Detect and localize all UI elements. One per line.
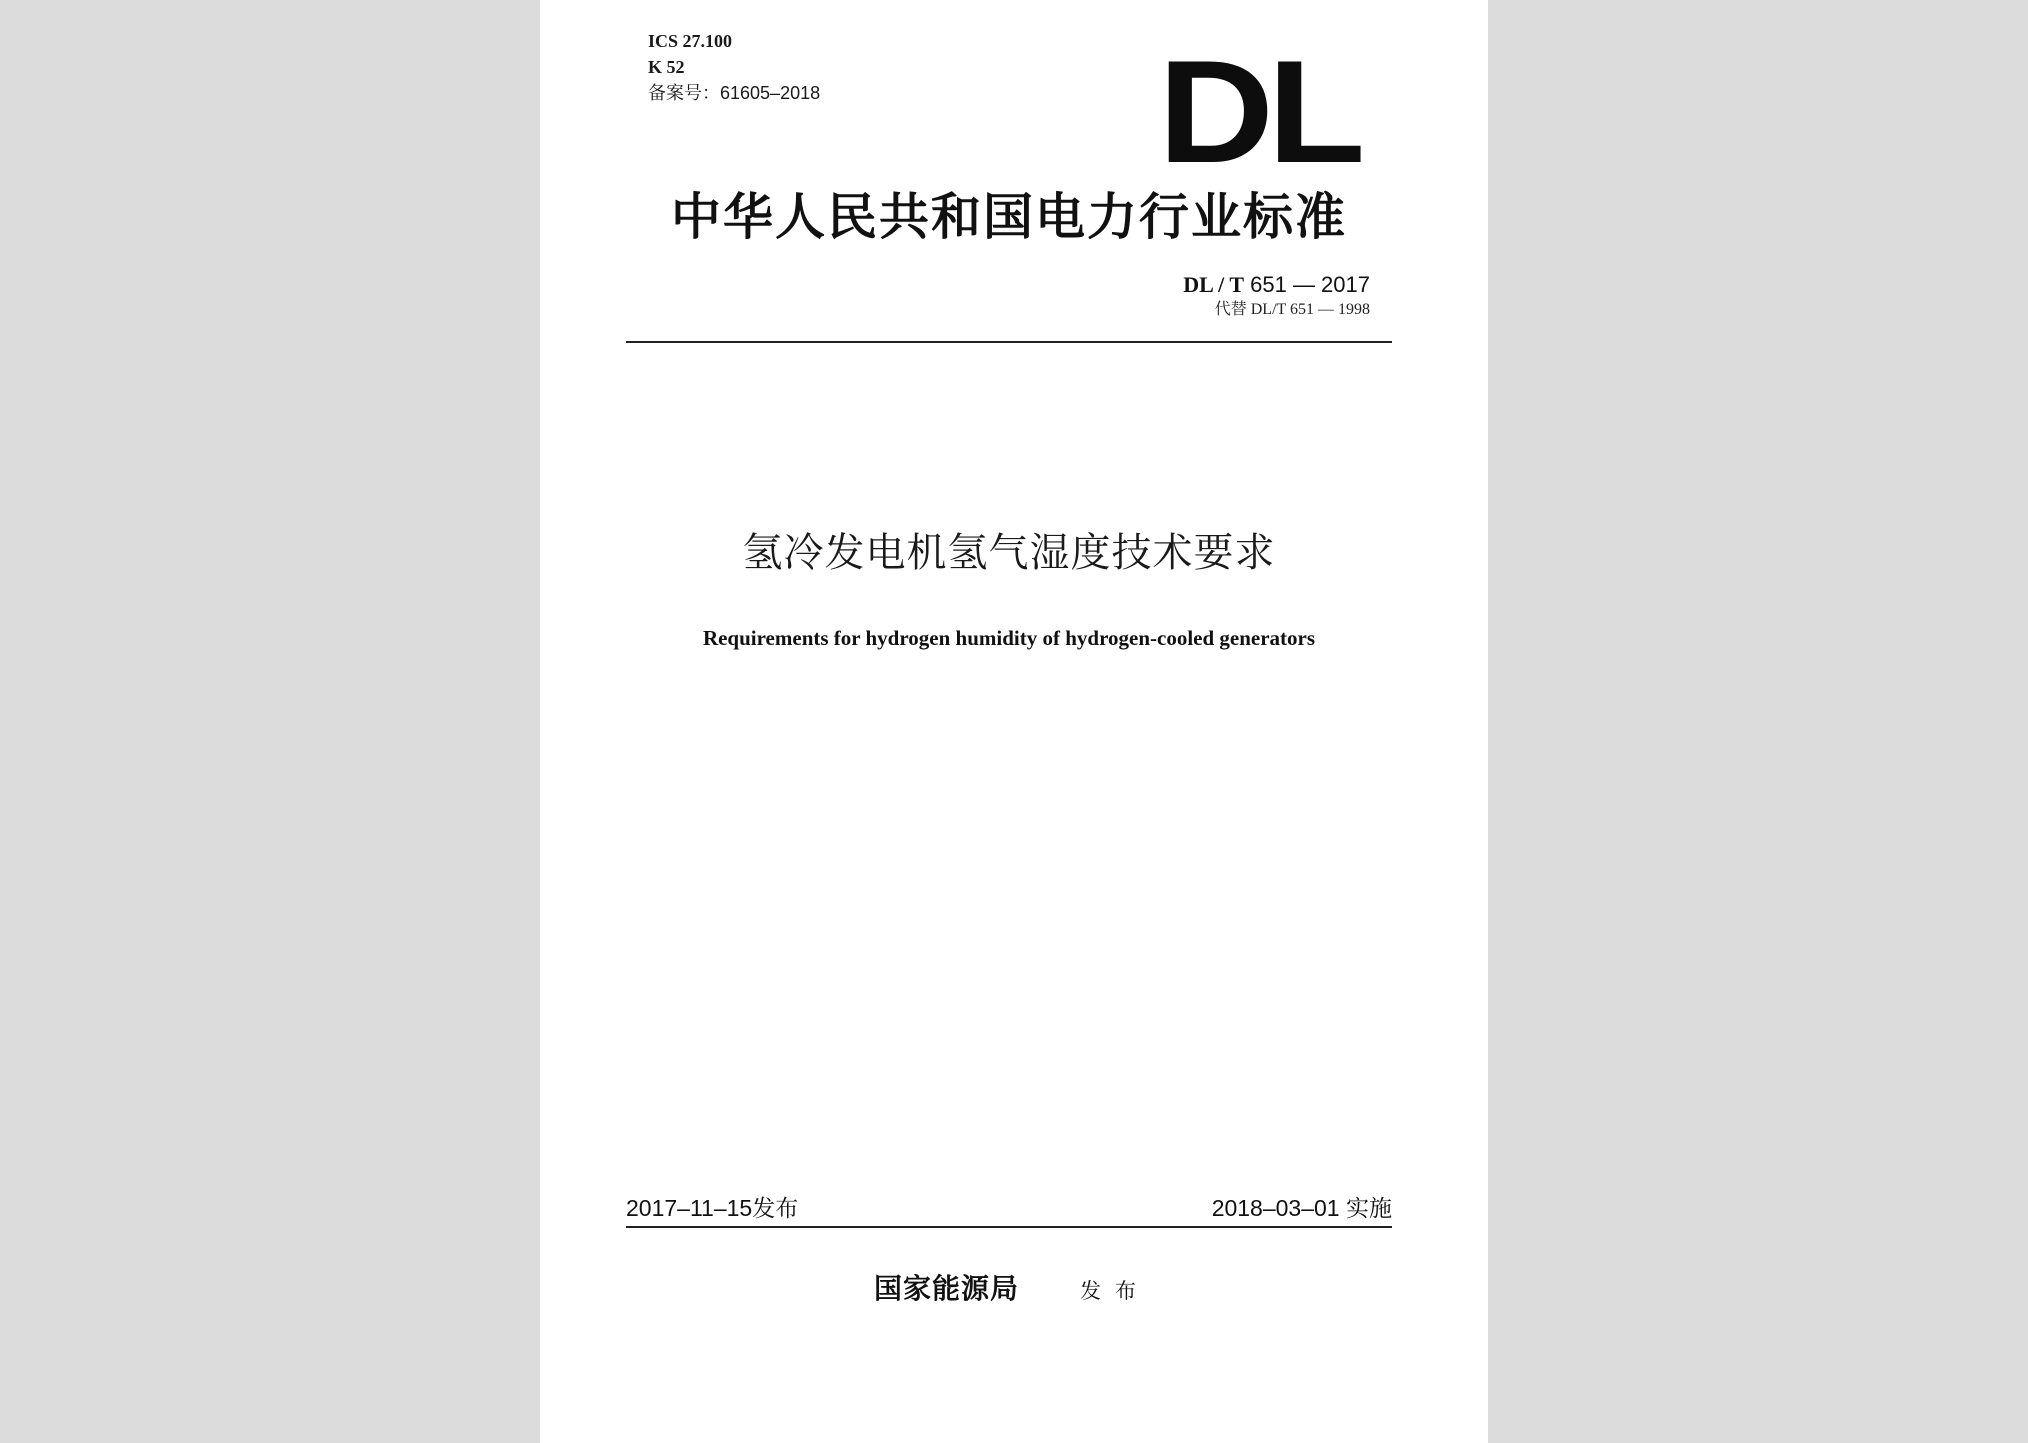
standard-number-value: 651 — 2017 (1250, 272, 1370, 297)
issue-date: 2017–11–15发布 (626, 1195, 799, 1221)
header-divider (626, 341, 1392, 343)
implementation-date: 2018–03–01 实施 (1211, 1195, 1392, 1221)
dl-logo: DL (1158, 30, 1359, 193)
ics-code: ICS 27.100 (648, 31, 733, 51)
document-title-en: Requirements for hydrogen humidity of hydrogen-cooled generators (702, 626, 1316, 650)
publish-label: 发布 (1080, 1279, 1150, 1303)
standard-number (1183, 272, 1370, 298)
industry-standard-title: 中华人民共和国电力行业标准 (671, 187, 1347, 246)
document-title-cn: 氢冷发电机氢气湿度技术要求 (742, 530, 1276, 576)
standard-code: DL / T (1183, 272, 1244, 297)
publisher-name: 国家能源局 (874, 1272, 1020, 1305)
replaced-standard: 代替 DL/T 651 — 1998 (1214, 301, 1370, 318)
ccs-code: K 52 (648, 57, 685, 77)
record-number: 备案号：61605–2018 (648, 83, 821, 103)
footer-divider (626, 1226, 1392, 1228)
document-page (540, 0, 1488, 1443)
